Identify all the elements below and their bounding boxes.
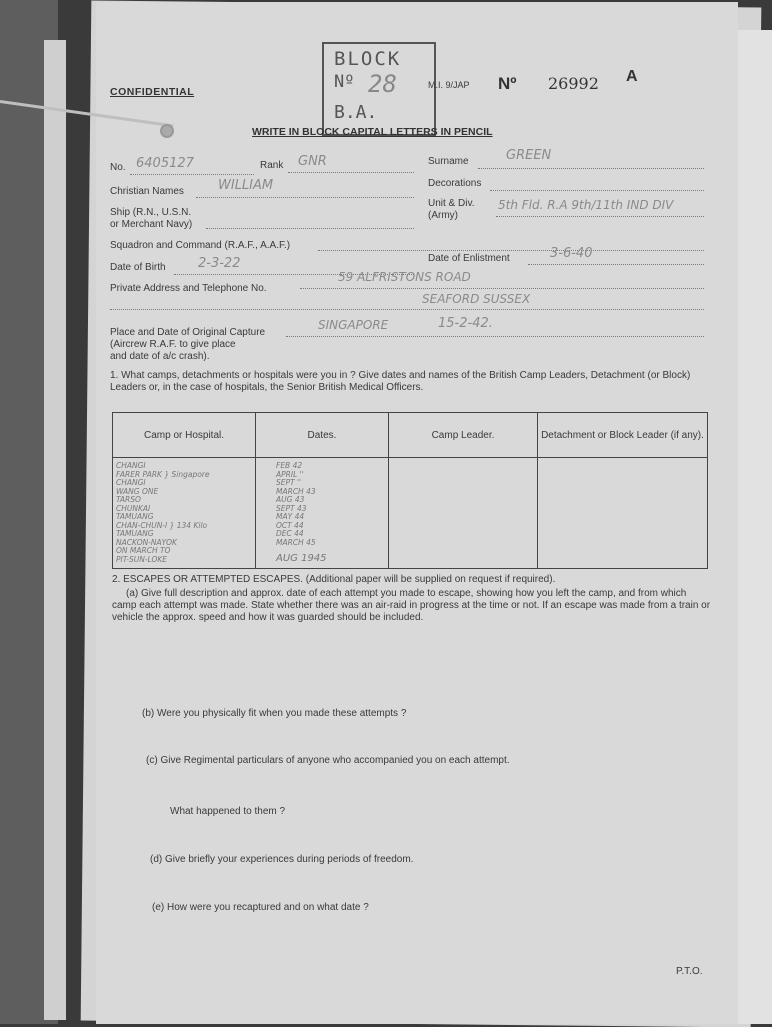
capture-place: SINGAPORE (318, 318, 389, 332)
rank-value: GNR (298, 154, 327, 169)
camp-entry: TAMUANG (116, 512, 154, 521)
service-number: 6405127 (136, 156, 194, 171)
enlistment-value: 3-6-40 (550, 246, 593, 261)
question-1: 1. What camps, detachments or hospitals were you in ? Give dates and names of the British Camp Leaders, Detachment (or Block) Leaders or, in the case of hospitals, the Senior British Medical Officers. (110, 370, 691, 393)
camp-entry: PIT-SUN-LOKE (116, 554, 168, 564)
question-2d: (d) Give briefly your experiences during periods of freedom. (150, 854, 414, 865)
stamp-number-label: Nº (334, 72, 355, 92)
question-2c-followup: What happened to them ? (170, 806, 286, 817)
camp-leader-cell (389, 458, 538, 569)
camps-table (112, 412, 708, 569)
date-entry: MARCH 43 (276, 486, 316, 496)
rank-label: Rank (260, 160, 284, 171)
column-detachment-leader: Detachment or Block Leader (if any). (538, 413, 708, 458)
decorations-label: Decorations (428, 178, 482, 189)
number-label: Nº (498, 74, 517, 93)
table-row (113, 458, 708, 569)
no-label: No. (110, 162, 126, 173)
date-entry: OCT 44 (276, 520, 304, 530)
form-number: 26992 (548, 74, 599, 93)
question-2a: (a) Give full description and approx. date of each attempt you made to escape, showing how you left the camp, and from which camp each attempt was made. State whether there was an air-raid in progress at the time or not. If an escape was made from a train or vehicle the approx. speed and how it was guarded should be included. (112, 588, 711, 623)
camp-entry: WANG ONE (116, 486, 159, 496)
capture-label-3: and date of a/c crash). (110, 351, 210, 362)
question-2b: (b) Were you physically fit when you made these attempts ? (142, 708, 407, 719)
column-dates: Dates. (256, 413, 389, 458)
pto-label: P.T.O. (676, 966, 703, 977)
question-2e: (e) How were you recaptured and on what date ? (152, 902, 369, 913)
page-edges (738, 30, 772, 1024)
unit-label-2: (Army) (428, 210, 458, 221)
question-2-heading: 2. ESCAPES OR ATTEMPTED ESCAPES. (Additional paper will be supplied on request if required). (112, 574, 556, 585)
camp-entry: NACKON-NAYOK (116, 537, 177, 547)
christian-names-label: Christian Names (110, 186, 184, 197)
dob-value: 2-3-22 (198, 256, 241, 271)
dob-label: Date of Birth (110, 262, 166, 273)
capture-label-2: (Aircrew R.A.F. to give place (110, 339, 236, 350)
column-camp: Camp or Hospital. (113, 413, 256, 458)
date-entry: SEPT 43 (276, 503, 307, 513)
question-2c: (c) Give Regimental particulars of anyone who accompanied you on each attempt. (146, 755, 510, 766)
unit-value: 5th Fld. R.A 9th/11th IND DIV (498, 198, 674, 212)
punch-hole (160, 124, 174, 138)
stamp-number: 28 (368, 70, 397, 98)
stamp-block: BLOCK (334, 48, 402, 70)
surname-value: GREEN (506, 148, 552, 163)
camp-entry: CHANGI (116, 461, 146, 470)
date-entry: MARCH 45 (276, 537, 316, 547)
instruction-heading: WRITE IN BLOCK CAPITAL LETTERS IN PENCIL (252, 126, 493, 138)
camp-entry: FARER PARK } Singapore (116, 469, 210, 479)
enlistment-label: Date of Enlistment (428, 253, 510, 264)
date-entry: AUG 43 (276, 495, 305, 504)
form-reference: M.I. 9/JAP (428, 80, 470, 90)
camps-table-header (113, 413, 708, 458)
date-entry: FEB 42 (276, 461, 303, 470)
squadron-label: Squadron and Command (R.A.F., A.A.F.) (110, 240, 291, 251)
camp-entry: TAMUANG (116, 529, 154, 538)
date-entry: SEPT '' (276, 478, 302, 487)
date-entry: APRIL '' (276, 469, 304, 479)
detachment-leader-cell (538, 458, 708, 569)
camp-entry: ON MARCH TO (116, 546, 171, 555)
camp-entry: TARSO (116, 495, 141, 504)
surname-label: Surname (428, 156, 469, 167)
ship-label-2: or Merchant Navy) (110, 219, 193, 230)
unit-label: Unit & Div. (428, 198, 475, 209)
form-suffix: A (626, 68, 638, 85)
address-line-2: SEAFORD SUSSEX (422, 292, 531, 306)
binder-spine (44, 40, 66, 1020)
date-entry: DEC 44 (276, 529, 304, 538)
address-label: Private Address and Telephone No. (110, 283, 267, 294)
address-line-1: 59 ALFRISTONS ROAD (338, 270, 471, 284)
confidential-label: CONFIDENTIAL (110, 86, 195, 98)
camp-list (113, 458, 256, 569)
camp-entry: CHANGI (116, 478, 146, 487)
block-stamp (322, 42, 436, 136)
date-entry: MAY 44 (276, 512, 305, 521)
camp-entry: CHAN-CHUN-I } 134 Kilo (116, 520, 208, 530)
ship-label: Ship (R.N., U.S.N. (110, 207, 192, 218)
date-list (256, 458, 389, 569)
camp-entry: CHUNKAI (116, 503, 151, 513)
capture-label: Place and Date of Original Capture (110, 327, 266, 338)
column-camp-leader: Camp Leader. (389, 413, 538, 458)
stamp-ba: B.A. (334, 102, 378, 123)
date-entry: AUG 1945 (276, 553, 327, 564)
christian-names-value: WILLIAM (218, 178, 274, 193)
form-sheet (96, 2, 738, 1024)
capture-date: 15-2-42. (438, 316, 493, 331)
